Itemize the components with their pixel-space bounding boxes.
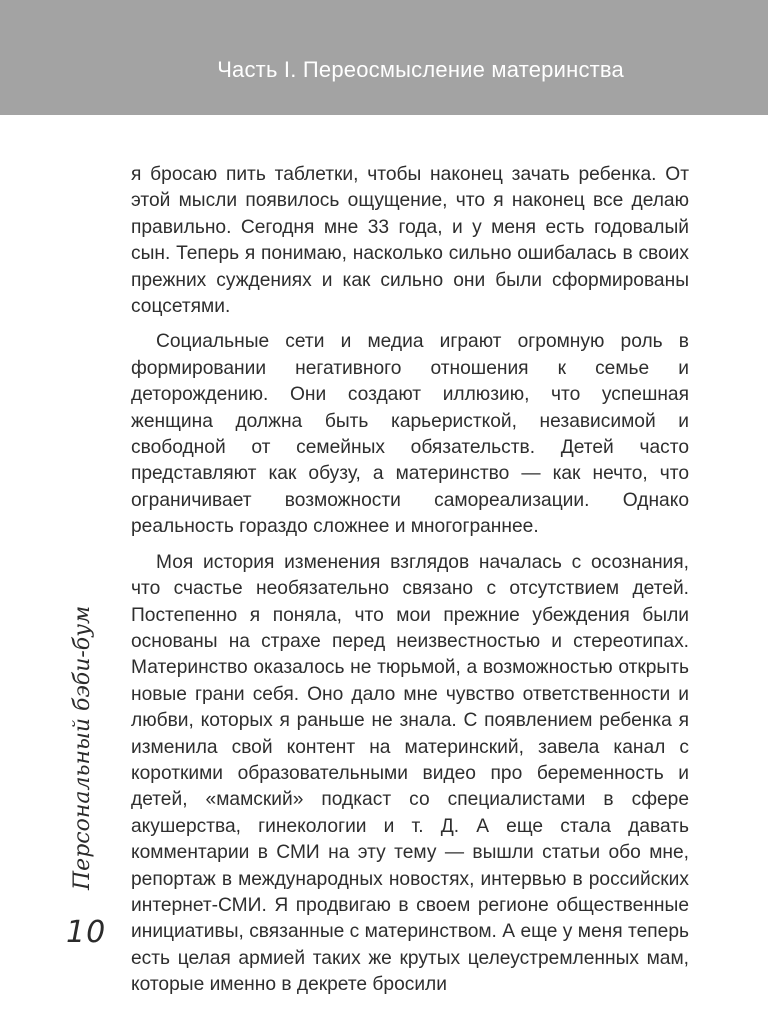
body-text bbox=[131, 162, 689, 1008]
paragraph: Моя история изменения взглядов началась с осознания, что счастье необязательно связано с отсутствием детей. Постепенно я поняла, что мои прежние убеждения были основаны на страхе перед неизвестностью и стереотипах. Материнство оказалось не тюрьмой, а возможностью открыть новые грани себя. Оно дало мне чувство ответственности и любви, которых я раньше не знала. С появлением ребенка я изменила свой контент на материнский, завела канал с короткими образовательными видео про беременность и детей, «мамский» подкаст со специалистами в сфере акушерства, гинекологии и т. Д. А еще стала давать комментарии в СМИ на эту тему — вышли статьи обо мне, репортаж в международных новостях, интервью в российских интернет-СМИ. Я продвигаю в своем регионе общественные инициативы, связанные с материнством. А еще у меня теперь есть целая армией таких же крутых целеустремленных мам, которые именно в декрете бросили bbox=[131, 551, 689, 996]
paragraph: Социальные сети и медиа играют огромную роль в формировании негативного отношения к семье и деторождению. Они создают иллюзию, что успешная женщина должна быть карьеристкой, независимой и свободной от семейных обязательств. Детей часто представляют как обузу, а материнство — как нечто, что ограничивает возможности самореализации. Однако реальность гораздо сложнее и многограннее. bbox=[131, 331, 689, 538]
book-title-vertical: Персональный бэби-бум bbox=[70, 605, 95, 890]
paragraph: я бросаю пить таблетки, чтобы наконец зачать ребенка. От этой мысли появилось ощущение, что я наконец все делаю правильно. Сегодня мне 33 года, и у меня есть годовалый сын. Теперь я понимаю, насколько сильно ошибалась в своих прежних суждениях и как сильно они были сформированы соцсетями. bbox=[131, 164, 689, 318]
page-number: 10 bbox=[66, 915, 107, 950]
chapter-title: Часть I. Переосмысление материнства bbox=[217, 57, 624, 82]
chapter-header bbox=[0, 0, 768, 115]
